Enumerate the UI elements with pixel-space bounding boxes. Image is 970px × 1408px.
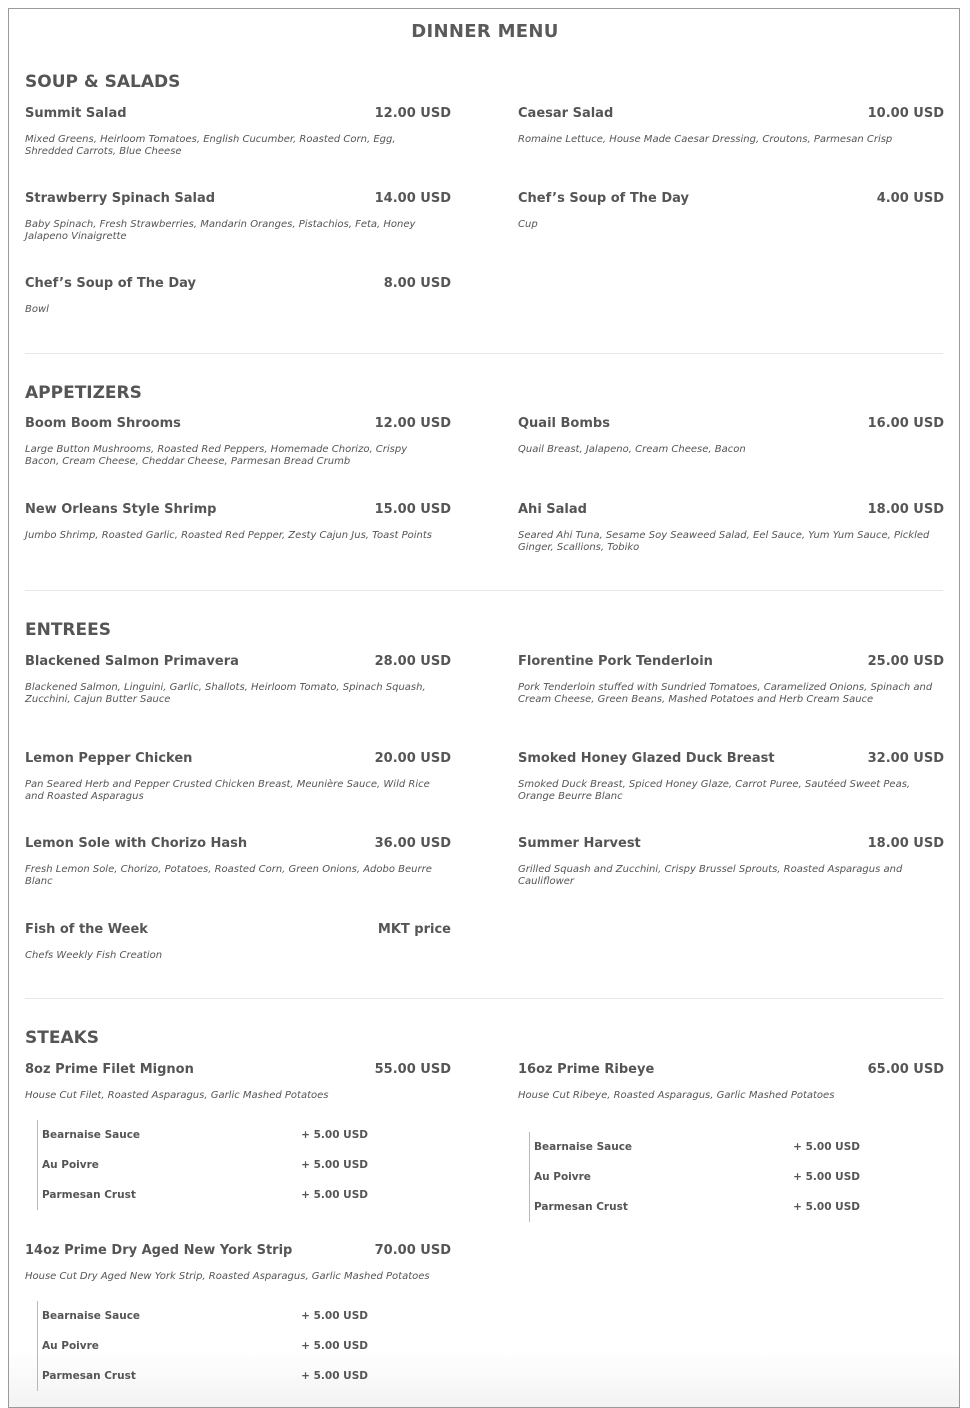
section-title-appetizers: APPETIZERS xyxy=(25,383,142,403)
item-name: Blackened Salmon Primavera xyxy=(25,654,239,669)
addon-price: + 5.00 USD xyxy=(301,1189,368,1201)
menu-item xyxy=(25,276,451,316)
menu-item xyxy=(518,191,944,231)
item-name: Florentine Pork Tenderloin xyxy=(518,654,713,669)
item-description: Romaine Lettuce, House Made Caesar Dressing, Croutons, Parmesan Crisp xyxy=(518,134,893,145)
addon-list xyxy=(37,1120,368,1210)
addon-price: + 5.00 USD xyxy=(793,1201,860,1213)
addon-name: Parmesan Crust xyxy=(42,1370,136,1382)
item-name: Ahi Salad xyxy=(518,502,587,517)
item-name: Boom Boom Shrooms xyxy=(25,416,181,431)
item-price: 32.00 USD xyxy=(867,751,944,766)
item-description: Quail Breast, Jalapeno, Cream Cheese, Bacon xyxy=(518,444,746,455)
menu-item xyxy=(518,836,944,888)
addon-price: + 5.00 USD xyxy=(793,1171,860,1183)
addon-option xyxy=(38,1331,368,1361)
addon-name: Au Poivre xyxy=(534,1171,591,1183)
section-title-steaks: STEAKS xyxy=(25,1028,100,1048)
item-name: Chef’s Soup of The Day xyxy=(25,276,196,291)
item-name: Chef’s Soup of The Day xyxy=(518,191,689,206)
item-price: 4.00 USD xyxy=(876,191,944,206)
addon-name: Bearnaise Sauce xyxy=(534,1141,633,1153)
item-name: 14oz Prime Dry Aged New York Strip xyxy=(25,1243,293,1258)
item-description: Grilled Squash and Zucchini, Crispy Brussel Sprouts, Roasted Asparagus and Cauliflower xyxy=(518,864,903,887)
item-price: 16.00 USD xyxy=(867,416,944,431)
item-description: Large Button Mushrooms, Roasted Red Peppers, Homemade Chorizo, Crispy Bacon, Cream Cheese, Cheddar Cheese, Parmesan Bread Crumb xyxy=(25,444,408,467)
item-description: Seared Ahi Tuna, Sesame Soy Seaweed Salad, Eel Sauce, Yum Yum Sauce, Pickled Ginger, Scallions, Tobiko xyxy=(518,530,930,553)
item-name: New Orleans Style Shrimp xyxy=(25,502,217,517)
item-price: 36.00 USD xyxy=(374,836,451,851)
item-description: Bowl xyxy=(25,304,49,315)
item-description: House Cut Ribeye, Roasted Asparagus, Garlic Mashed Potatoes xyxy=(518,1090,835,1101)
addon-list xyxy=(37,1301,368,1391)
menu-item xyxy=(518,106,944,146)
item-description: Mixed Greens, Heirloom Tomatoes, English Cucumber, Roasted Corn, Egg, Shredded Carrots, Blue Cheese xyxy=(25,134,396,157)
section-title-soups: SOUP & SALADS xyxy=(25,72,181,92)
item-description: Pork Tenderloin stuffed with Sundried Tomatoes, Caramelized Onions, Spinach and Cream Cheese, Green Beans, Mashed Potatoes and Herb Cream Sauce xyxy=(518,682,933,705)
item-price: 8.00 USD xyxy=(383,276,451,291)
item-price: 25.00 USD xyxy=(867,654,944,669)
item-name: Quail Bombs xyxy=(518,416,610,431)
addon-option xyxy=(530,1162,860,1192)
item-name: Fish of the Week xyxy=(25,922,148,937)
item-name: Smoked Honey Glazed Duck Breast xyxy=(518,751,775,766)
item-price: 70.00 USD xyxy=(374,1243,451,1258)
addon-option xyxy=(38,1150,368,1180)
item-name: Strawberry Spinach Salad xyxy=(25,191,216,206)
item-description: Smoked Duck Breast, Spiced Honey Glaze, Carrot Puree, Sautéed Sweet Peas, Orange Beurre Blanc xyxy=(518,779,911,802)
item-price: 14.00 USD xyxy=(374,191,451,206)
item-price: 28.00 USD xyxy=(374,654,451,669)
item-price: 18.00 USD xyxy=(867,836,944,851)
addon-name: Parmesan Crust xyxy=(534,1201,628,1213)
addon-price: + 5.00 USD xyxy=(301,1340,368,1352)
addon-price: + 5.00 USD xyxy=(301,1370,368,1382)
menu-item xyxy=(25,751,451,803)
menu-item xyxy=(25,654,451,706)
item-name: Summit Salad xyxy=(25,106,127,121)
item-price: 12.00 USD xyxy=(374,416,451,431)
menu-item xyxy=(518,1062,944,1102)
item-description: Chefs Weekly Fish Creation xyxy=(25,950,163,961)
item-description: House Cut Dry Aged New York Strip, Roasted Asparagus, Garlic Mashed Potatoes xyxy=(25,1271,430,1282)
addon-price: + 5.00 USD xyxy=(793,1141,860,1153)
menu-item xyxy=(25,922,451,962)
item-name: Caesar Salad xyxy=(518,106,614,121)
item-price: 20.00 USD xyxy=(374,751,451,766)
item-name: Lemon Sole with Chorizo Hash xyxy=(25,836,248,851)
addon-list xyxy=(529,1132,860,1222)
item-description: Pan Seared Herb and Pepper Crusted Chicken Breast, Meunière Sauce, Wild Rice and Roasted Asparagus xyxy=(25,779,430,802)
menu-item xyxy=(25,191,451,243)
item-name: 16oz Prime Ribeye xyxy=(518,1062,655,1077)
item-price: 15.00 USD xyxy=(374,502,451,517)
item-name: Summer Harvest xyxy=(518,836,641,851)
menu-item xyxy=(518,416,944,456)
item-description: Baby Spinach, Fresh Strawberries, Mandarin Oranges, Pistachios, Feta, Honey Jalapeno Vinaigrette xyxy=(25,219,416,242)
section-divider xyxy=(25,998,943,999)
item-price: 18.00 USD xyxy=(867,502,944,517)
item-price: 12.00 USD xyxy=(374,106,451,121)
menu-item xyxy=(25,416,451,468)
item-description: House Cut Filet, Roasted Asparagus, Garlic Mashed Potatoes xyxy=(25,1090,329,1101)
section-divider xyxy=(25,353,943,354)
addon-price: + 5.00 USD xyxy=(301,1310,368,1322)
addon-option xyxy=(38,1301,368,1331)
section-title-entrees: ENTREES xyxy=(25,620,111,640)
menu-item xyxy=(25,502,451,542)
item-price: 65.00 USD xyxy=(867,1062,944,1077)
addon-name: Au Poivre xyxy=(42,1159,99,1171)
item-description: Fresh Lemon Sole, Chorizo, Potatoes, Roasted Corn, Green Onions, Adobo Beurre Blanc xyxy=(25,864,432,887)
item-price: 55.00 USD xyxy=(374,1062,451,1077)
addon-option xyxy=(38,1120,368,1150)
item-description: Jumbo Shrimp, Roasted Garlic, Roasted Red Pepper, Zesty Cajun Jus, Toast Points xyxy=(25,530,432,541)
addon-name: Parmesan Crust xyxy=(42,1189,136,1201)
addon-option xyxy=(530,1192,860,1222)
addon-name: Bearnaise Sauce xyxy=(42,1129,141,1141)
addon-price: + 5.00 USD xyxy=(301,1129,368,1141)
addon-price: + 5.00 USD xyxy=(301,1159,368,1171)
menu-item xyxy=(25,836,451,888)
item-description: Cup xyxy=(518,219,538,230)
menu-item xyxy=(25,1062,451,1102)
section-divider xyxy=(25,590,943,591)
menu-item xyxy=(518,751,944,803)
addon-name: Bearnaise Sauce xyxy=(42,1310,141,1322)
addon-option xyxy=(530,1132,860,1162)
addon-option xyxy=(38,1180,368,1210)
addon-option xyxy=(38,1361,368,1391)
menu-item xyxy=(518,654,944,706)
addon-name: Au Poivre xyxy=(42,1340,99,1352)
item-name: 8oz Prime Filet Mignon xyxy=(25,1062,194,1077)
menu-item xyxy=(25,106,451,158)
item-price: MKT price xyxy=(377,922,451,937)
item-description: Blackened Salmon, Linguini, Garlic, Shallots, Heirloom Tomato, Spinach Squash, Zucchini, Cajun Butter Sauce xyxy=(25,682,426,705)
item-name: Lemon Pepper Chicken xyxy=(25,751,193,766)
menu-item xyxy=(25,1243,451,1283)
menu-title: DINNER MENU xyxy=(411,21,559,42)
menu-item xyxy=(518,502,944,554)
item-price: 10.00 USD xyxy=(867,106,944,121)
